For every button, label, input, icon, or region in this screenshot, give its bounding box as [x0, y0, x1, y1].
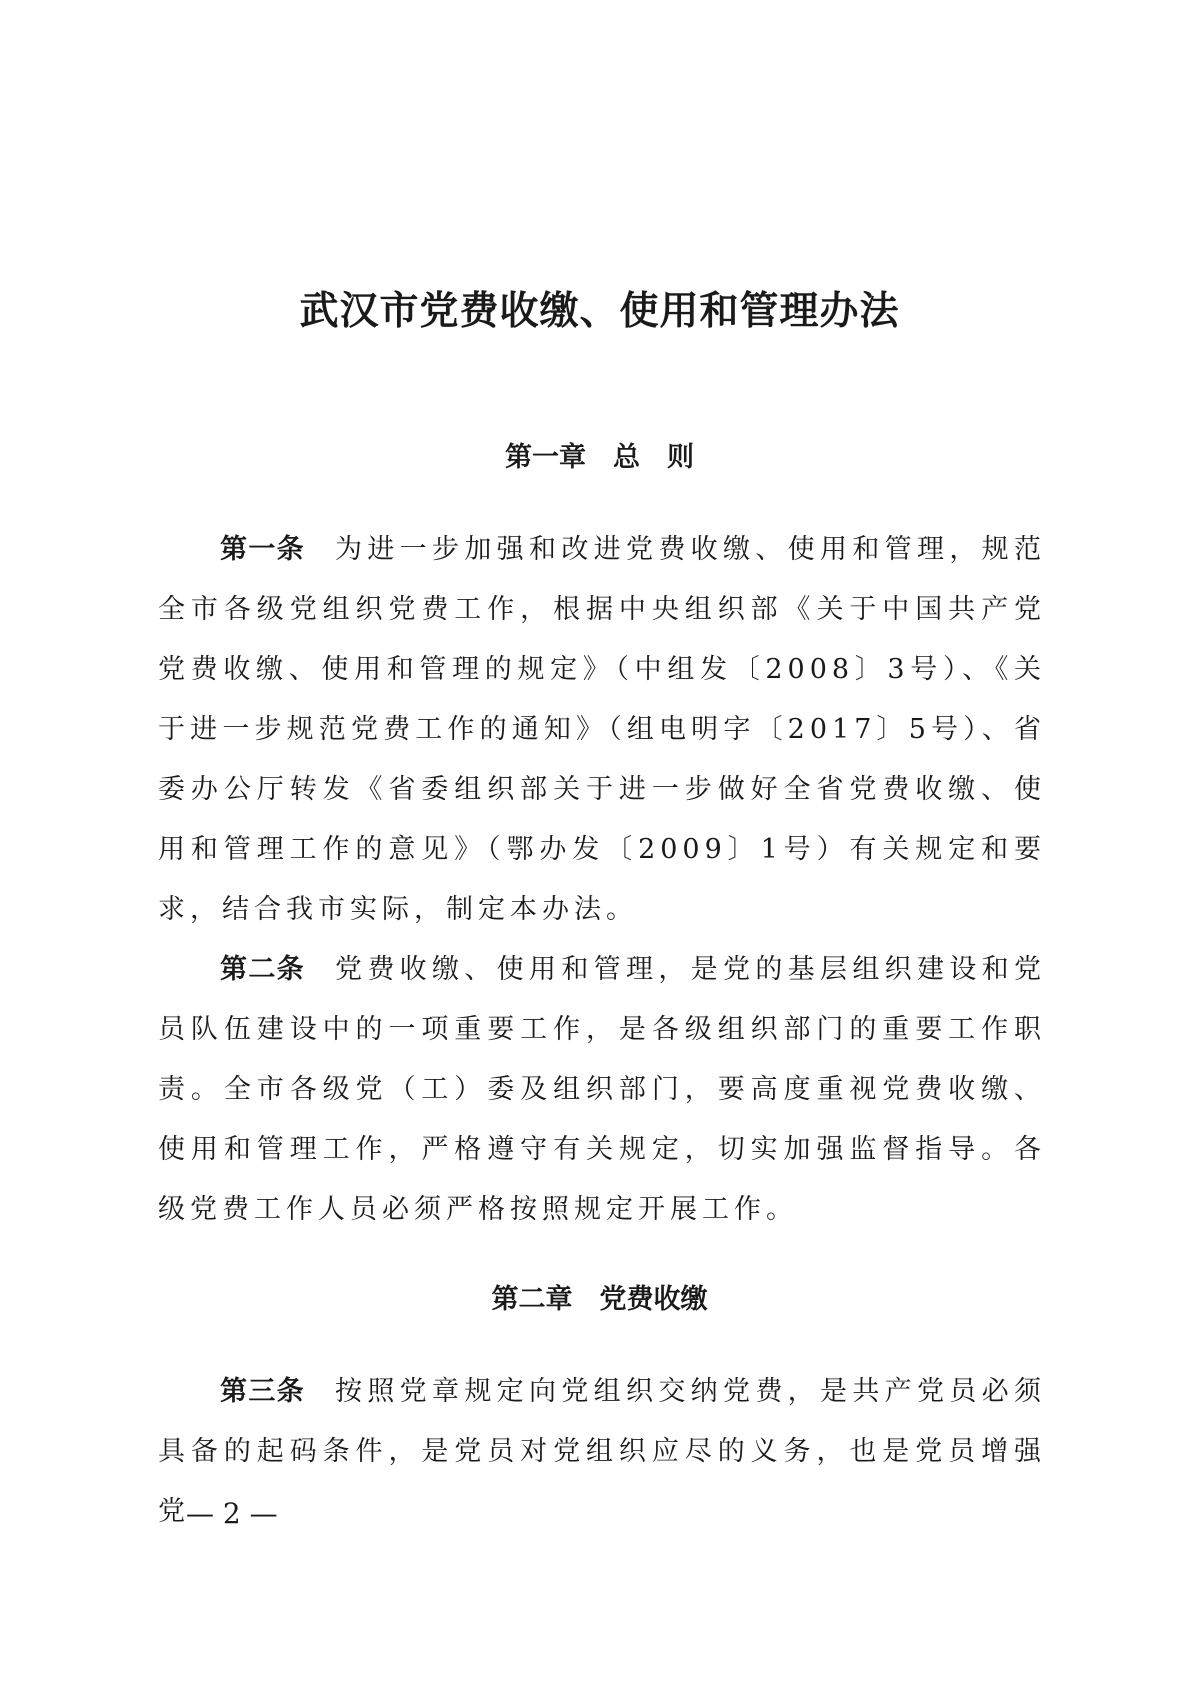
chapter-heading-1: 第一章 总 则 — [505, 442, 694, 473]
article-1-label: 第一条 — [220, 534, 305, 565]
article-2-label: 第二条 — [220, 954, 305, 985]
chapter-heading-2: 第二章 党费收缴 — [491, 1284, 708, 1315]
article-1 — [158, 520, 1046, 940]
article-1-text: 为进一步加强和改进党费收缴、使用和管理，规范全市各级党组织党费工作，根据中央组织部《关于中国共产党党费收缴、使用和管理的规定》（中组发〔2008〕3号）、《关于进一步规范党费工作的通知》（组电明字〔2017〕5号）、省委办公厅转发《省委组织部关于进一步做好全省党费收缴、使用和管理工作的意见》（鄂办发〔2009〕1号）有关规定和要求，结合我市实际，制定本办法。 — [158, 534, 1046, 925]
article-2-text: 党费收缴、使用和管理，是党的基层组织建设和党员队伍建设中的一项重要工作，是各级组织部门的重要工作职责。全市各级党（工）委及组织部门，要高度重视党费收缴、使用和管理工作，严格遵守有关规定，切实加强监督指导。各级党费工作人员必须严格按照规定开展工作。 — [158, 954, 1046, 1225]
page-number: — 2 — — [186, 1497, 278, 1530]
article-3-label: 第三条 — [220, 1376, 305, 1407]
article-3 — [158, 1362, 1046, 1527]
article-3-text: 按照党章规定向党组织交纳党费，是共产党员必须具备的起码条件，是党员对党组织应尽的义务，也是党员增强党 — [158, 1376, 1046, 1527]
document-title: 武汉市党费收缴、使用和管理办法 — [299, 288, 900, 334]
article-2 — [158, 940, 1046, 1240]
